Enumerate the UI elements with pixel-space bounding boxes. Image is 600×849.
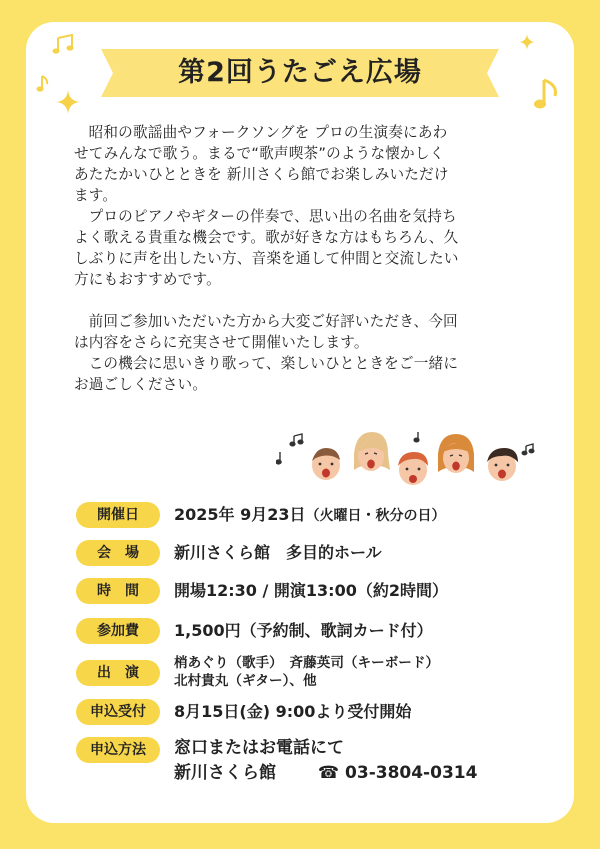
title-banner xyxy=(97,47,503,99)
intro-paragraph: この機会に思いきり歌って、楽しいひとときをご一緒に お過ごしください。 xyxy=(74,355,459,393)
singer-icon xyxy=(312,448,340,480)
page-title: 第2回うたごえ広場 xyxy=(178,57,422,88)
reception-label: 申込受付 xyxy=(76,699,160,725)
date-value: 2025年 9月23日（火曜日・秋分の日） xyxy=(174,505,446,524)
fee-label: 参加費 xyxy=(76,618,160,644)
method-label: 申込方法 xyxy=(76,737,160,763)
reception-value: 8月15日(金) 9:00より受付開始 xyxy=(174,702,412,721)
sparkle-icon xyxy=(519,34,535,50)
singer-icon xyxy=(438,434,474,473)
venue-value: 新川さくら館 多目的ホール xyxy=(174,543,382,562)
time-label: 時 間 xyxy=(76,578,160,604)
date-label: 開催日 xyxy=(76,502,160,528)
phone-icon: ☎ xyxy=(317,763,340,783)
venue-label: 会 場 xyxy=(76,540,160,566)
phone-number: ☎ 03-3804-0314 xyxy=(317,763,478,783)
performers-label: 出 演 xyxy=(76,660,160,686)
music-note-icon xyxy=(52,34,76,56)
singer-icon xyxy=(354,432,390,471)
singer-icon xyxy=(398,452,428,485)
music-note-icon xyxy=(532,76,562,112)
method-value: 窓口またはお電話にて 新川さくら館 ☎ 03-3804-0314 xyxy=(174,736,477,786)
singer-icon xyxy=(487,448,518,481)
performers-value: 梢あぐり（歌手） 斉藤英司（キーボード） 北村貴丸（ギター）、他 xyxy=(174,655,440,689)
music-note-icon xyxy=(36,74,50,94)
sparkle-icon xyxy=(56,90,80,114)
time-value: 開場12:30 / 開演13:00（約2時間） xyxy=(174,581,448,600)
intro-text xyxy=(74,122,534,395)
fee-value: 1,500円（予約制、歌詞カード付） xyxy=(174,621,433,640)
intro-paragraph: 昭和の歌謡曲やフォークソングを プロの生演奏にあわ せてみんなで歌う。まるで“歌声喫茶”のような懐かしく あたたかいひとときを 新川さくら館でお楽しみいただけ ます。 xyxy=(74,124,449,204)
intro-paragraph: プロのピアノやギターの伴奏で、思い出の名曲を気持ち よく歌える貴重な機会です。歌が好きな方はもちろん、久 しぶりに声を出したい方、音楽を通して仲間と交流したい 方にもおすすめです。 xyxy=(74,208,459,288)
singers-illustration xyxy=(276,424,540,494)
intro-paragraph: 前回ご参加いただいた方から大変ご好評いただき、今回 は内容をさらに充実させて開催いたします。 xyxy=(74,313,458,351)
